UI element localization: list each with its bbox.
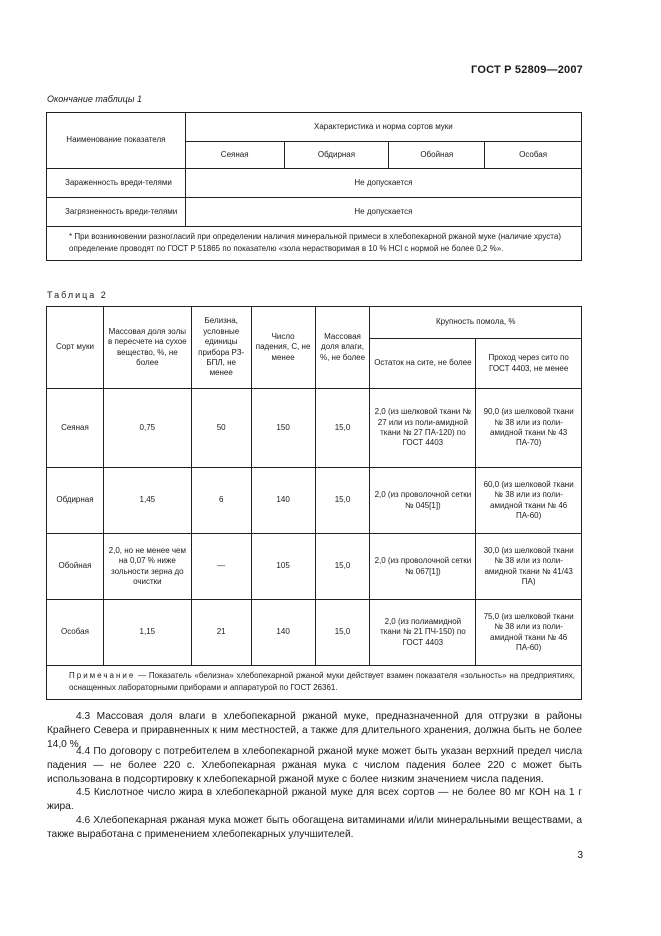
paragraph-4-4: 4.4 По договору с потребителем в хлебопекарной ржаной муке может быть указан верхний предел числа падения — не более 220 с. Хлебопекарная ржаная мука с числом падения более 220 с может быть использована в подсортировку к хлебопекарной ржаной муке с более низким значением числа падения. (47, 746, 582, 785)
t2-cell-sort: Особая (47, 600, 104, 666)
t2-cell-ash: 0,75 (103, 389, 191, 468)
t2-cell-residue: 2,0 (из проволочной сетки № 067[1]) (370, 534, 476, 600)
table-row (47, 600, 582, 666)
t2-cell-residue: 2,0 (из проволочной сетки № 045[1]) (370, 468, 476, 534)
t2-cell-ash: 1,45 (103, 468, 191, 534)
t1-row-name: Загрязненность вреди-телями (47, 198, 186, 227)
t2-cell-whiteness: 50 (191, 389, 251, 468)
t2-header-passage: Проход через сито по ГОСТ 4403, не менее (476, 339, 582, 389)
t2-header-residue: Остаток на сите, не более (370, 339, 476, 389)
t2-cell-passage: 90,0 (из шелковой ткани № 38 или из поли-амидной ткани № 43 ПА-70) (476, 389, 582, 468)
t2-header-grind: Крупность помола, % (370, 307, 582, 339)
table-row (47, 389, 582, 468)
t2-cell-passage: 60,0 (из шелковой ткани № 38 или из поли-амидной ткани № 46 ПА-60) (476, 468, 582, 534)
t2-header-sort: Сорт муки (47, 307, 104, 389)
t2-cell-whiteness: 6 (191, 468, 251, 534)
t2-cell-passage: 30,0 (из шелковой ткани № 38 или из поли-амидной ткани № 41/43 ПА) (476, 534, 582, 600)
table-row (47, 198, 582, 227)
t2-cell-moisture: 15,0 (315, 389, 370, 468)
t2-cell-moisture: 15,0 (315, 468, 370, 534)
t1-grade-header: Обойная (389, 142, 485, 169)
table-row (47, 468, 582, 534)
t2-cell-sort: Обдирная (47, 468, 104, 534)
t2-cell-ash: 1,15 (103, 600, 191, 666)
t1-grade-header: Обдирная (284, 142, 389, 169)
t1-char-header: Характеристика и норма сортов муки (185, 113, 581, 142)
table-row (47, 169, 582, 198)
t2-cell-whiteness: 21 (191, 600, 251, 666)
table1-continuation-label: Окончание таблицы 1 (47, 94, 142, 104)
paragraph-4-5: 4.5 Кислотное число жира в хлебопекарной ржаной муке для всех сортов — не более 80 мг КОН на 1 г жира. (47, 787, 582, 812)
t2-cell-sort: Сеяная (47, 389, 104, 468)
t2-cell-ash: 2,0, но не менее чем на 0,07 % ниже зольности зерна до очистки (103, 534, 191, 600)
t1-grade-header: Сеяная (185, 142, 284, 169)
t2-cell-residue: 2,0 (из шелковой ткани № 27 или из поли-амидной ткани № 27 ПА-120) по ГОСТ 4403 (370, 389, 476, 468)
t2-header-whiteness: Белизна, условные единицы прибора РЗ-БПЛ, не менее (191, 307, 251, 389)
t2-cell-whiteness: — (191, 534, 251, 600)
table2-title: Таблица 2 (47, 290, 108, 300)
table-row (47, 534, 582, 600)
paragraph-4-3: 4.3 Массовая доля влаги в хлебопекарной ржаной муке, предназначенной для отгрузки в районы Крайнего Севера и приравненных к ним местностей, а также для длительного хранения, должна быть не более 14,0 %. (47, 711, 582, 750)
document-code: ГОСТ Р 52809—2007 (471, 64, 583, 76)
t2-cell-falling: 105 (251, 534, 315, 600)
t1-row-value: Не допускается (185, 169, 581, 198)
t2-cell-falling: 140 (251, 600, 315, 666)
t2-cell-moisture: 15,0 (315, 534, 370, 600)
t1-grade-header: Особая (485, 142, 582, 169)
t2-cell-falling: 140 (251, 468, 315, 534)
t2-header-falling: Число падения, С, не менее (251, 307, 315, 389)
page-number: 3 (577, 850, 583, 861)
t2-note (47, 666, 582, 700)
t1-footnote: * При возникновении разногласий при определении наличия минеральной примеси в хлебопекарной ржаной муке (наличие хруста) определение проводят по ГОСТ Р 51865 по показателю «зола нерастворимая в 10 % HCl с нормой не более 0,2 %». (47, 227, 582, 261)
t1-row-name: Зараженность вреди-телями (47, 169, 186, 198)
t2-note-label: Примечание (69, 671, 136, 680)
paragraph-4-6: 4.6 Хлебопекарная ржаная мука может быть обогащена витаминами и/или минеральными веществами, а также выработана с применением хлебопекарных улучшителей. (47, 815, 582, 840)
t2-cell-sort: Обойная (47, 534, 104, 600)
t2-cell-moisture: 15,0 (315, 600, 370, 666)
table-1 (46, 112, 582, 261)
t2-header-ash: Массовая доля золы в пересчете на сухое вещество, %, не более (103, 307, 191, 389)
t1-name-header: Наименование показателя (47, 113, 186, 169)
t2-header-moisture: Массовая доля влаги, %, не более (315, 307, 370, 389)
table-2 (46, 306, 582, 700)
t2-cell-passage: 75,0 (из шелковой ткани № 38 или из поли-амидной ткани № 46 ПА-60) (476, 600, 582, 666)
t1-row-value: Не допускается (185, 198, 581, 227)
t2-cell-falling: 150 (251, 389, 315, 468)
t2-cell-residue: 2,0 (из полиамидной ткани № 21 ПЧ-150) по ГОСТ 4403 (370, 600, 476, 666)
t2-note-text: — Показатель «белизна» хлебопекарной ржаной муки действует взамен показателя «зольность» на предприятиях, оснащенных лабораторными приборами и аппаратурой по ГОСТ 26361. (69, 671, 575, 692)
